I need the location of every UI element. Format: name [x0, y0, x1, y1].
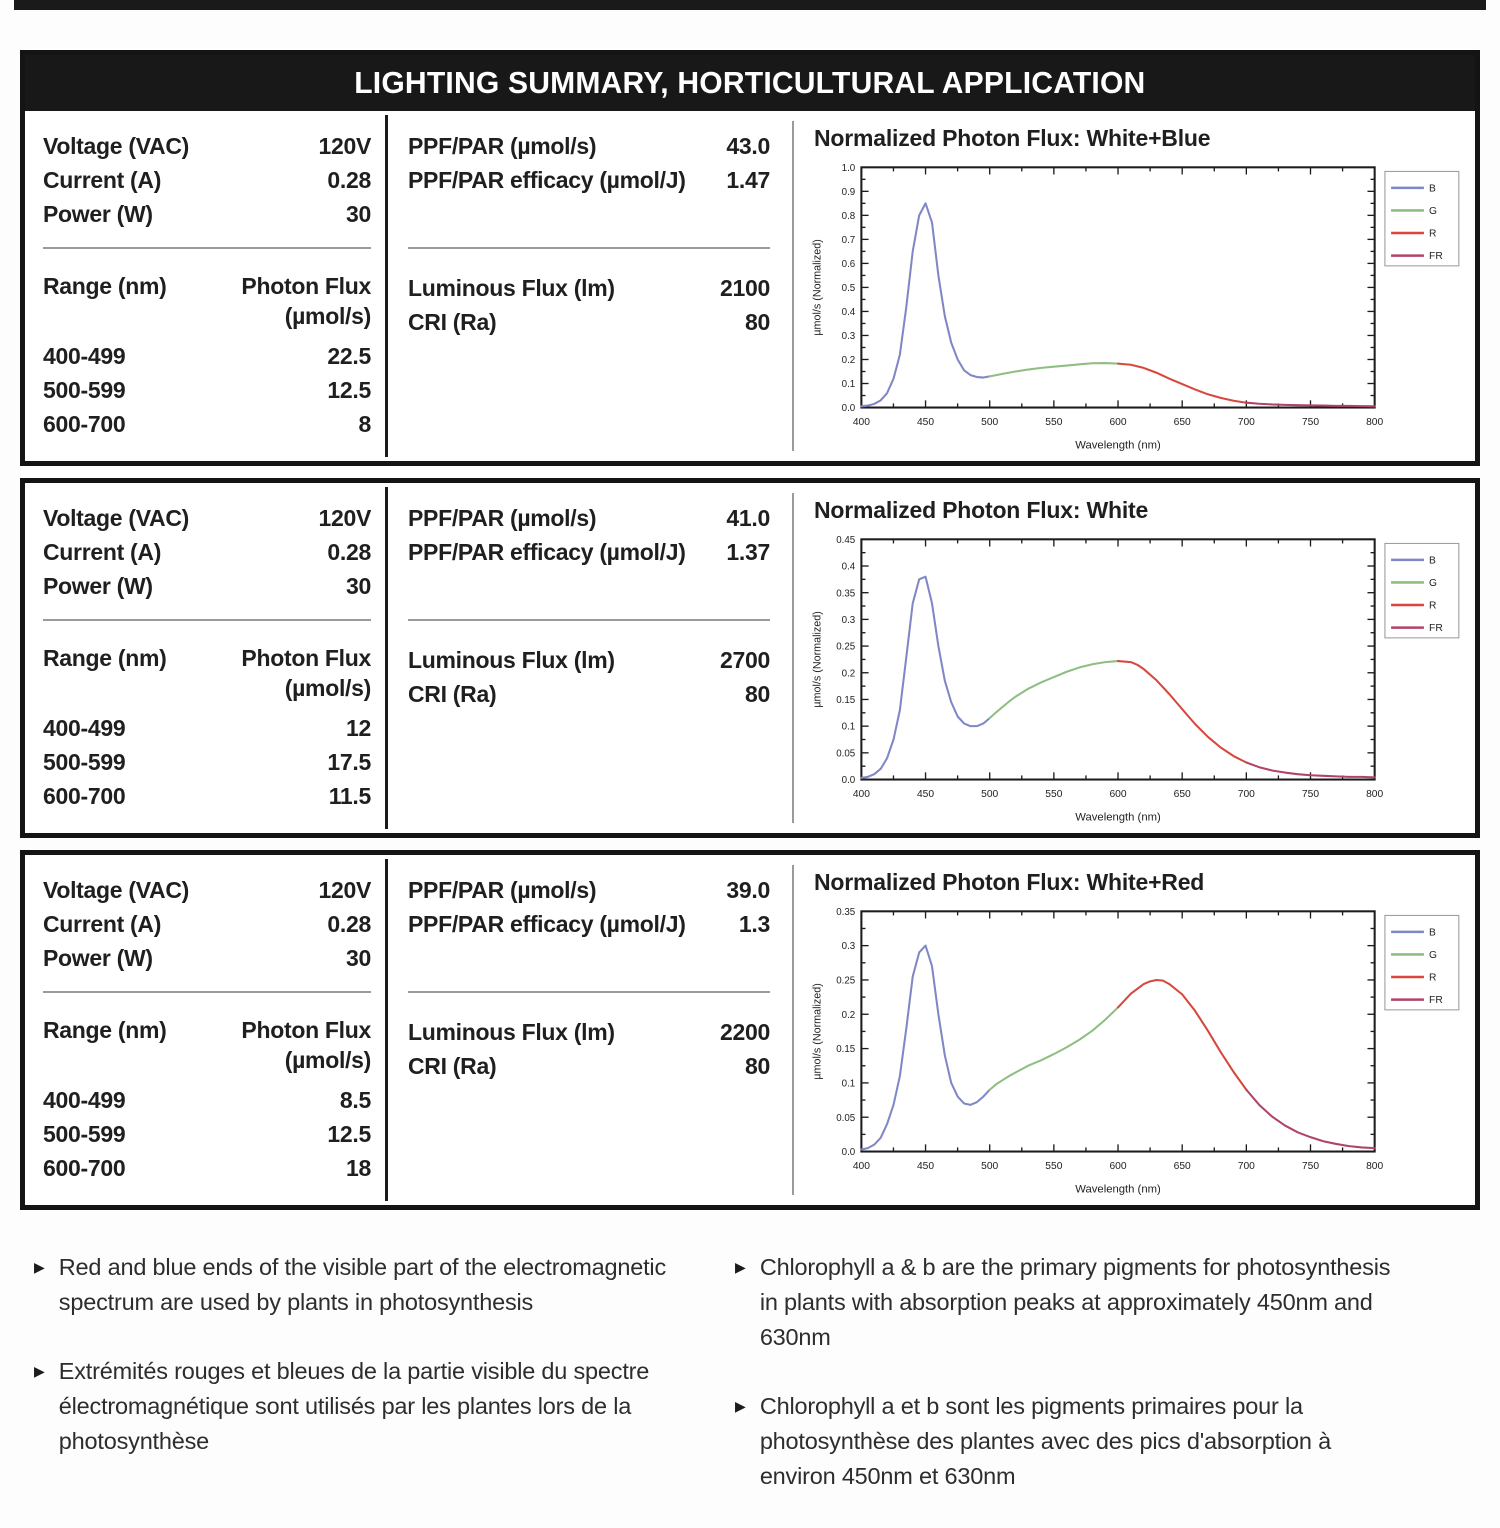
- panel-white-blue: [20, 50, 1480, 466]
- svg-text:650: 650: [1173, 788, 1191, 800]
- table-row: [43, 1117, 371, 1151]
- svg-text:500: 500: [981, 1160, 999, 1172]
- svg-text:R: R: [1429, 228, 1437, 240]
- spec-row: [408, 873, 770, 907]
- divider: [43, 247, 371, 249]
- svg-text:500: 500: [981, 788, 999, 800]
- range-table-header: [43, 271, 371, 331]
- flux-cell: 12.5: [327, 1121, 371, 1147]
- svg-text:650: 650: [1173, 416, 1191, 428]
- svg-text:B: B: [1429, 927, 1436, 939]
- svg-text:0.5: 0.5: [841, 283, 856, 295]
- divider: [408, 619, 770, 621]
- note-text: Extrémités rouges et bleues de la partie visible du spectre électromagnétique sont utilisés par les plantes lors de la photosynthèse: [58, 1358, 650, 1454]
- spec-value: 1.37: [726, 539, 770, 565]
- electrical-column: [25, 483, 385, 833]
- photon-flux-chart-white-red: [808, 899, 1465, 1199]
- page-title: LIGHTING SUMMARY, HORTICULTURAL APPLICATION: [354, 65, 1146, 100]
- spec-label: PPF/PAR (µmol/s): [408, 133, 597, 159]
- spec-row: [408, 907, 770, 941]
- spec-value: 41.0: [726, 505, 770, 531]
- spec-value: 120V: [318, 133, 371, 159]
- table-row: [43, 745, 371, 779]
- svg-text:0.1: 0.1: [841, 379, 856, 391]
- bullet-icon: ▶: [735, 1398, 746, 1414]
- spec-value: 1.47: [726, 167, 770, 193]
- svg-text:R: R: [1429, 600, 1437, 612]
- spec-row: [43, 873, 371, 907]
- table-row: [43, 407, 371, 441]
- svg-text:0.1: 0.1: [841, 721, 856, 733]
- photometric-column: [388, 483, 792, 833]
- divider: [43, 991, 371, 993]
- spec-label: CRI (Ra): [408, 681, 497, 707]
- spec-row: [43, 569, 371, 603]
- svg-text:750: 750: [1301, 1160, 1320, 1172]
- svg-text:650: 650: [1173, 1160, 1191, 1172]
- table-row: [43, 339, 371, 373]
- panel-body: [25, 855, 1475, 1205]
- svg-text:800: 800: [1366, 1160, 1384, 1172]
- svg-text:0.3: 0.3: [841, 941, 856, 953]
- spec-row: [408, 1049, 770, 1083]
- svg-text:0.15: 0.15: [836, 695, 856, 707]
- spec-label: Current (A): [43, 911, 162, 937]
- spec-value: 120V: [318, 505, 371, 531]
- bullet-icon: ▶: [34, 1363, 45, 1379]
- photon-flux-chart-white: [808, 527, 1465, 827]
- svg-text:800: 800: [1366, 788, 1384, 800]
- range-col-header: Range (nm): [43, 1017, 167, 1043]
- photometric-column: [388, 111, 792, 461]
- panel-body: [25, 111, 1475, 461]
- range-col-header: Range (nm): [43, 273, 167, 299]
- svg-text:400: 400: [852, 1160, 870, 1172]
- divider: [408, 991, 770, 993]
- flux-cell: 12: [346, 715, 371, 741]
- svg-text:600: 600: [1109, 416, 1127, 428]
- range-table-header: [43, 1015, 371, 1075]
- svg-text:µmol/s (Normalized): µmol/s (Normalized): [811, 611, 824, 708]
- range-table: [43, 1083, 371, 1185]
- spec-value: 30: [346, 573, 371, 599]
- spec-label: PPF/PAR efficacy (µmol/J): [408, 167, 686, 193]
- spec-row: [43, 129, 371, 163]
- flux-col-title: Photon Flux: [241, 273, 371, 299]
- flux-col-header: [241, 271, 371, 331]
- note-text: Chlorophyll a et b sont les pigments primaires pour la photosynthèse des plantes avec des pics d'absorption à environ 450nm et 630nm: [759, 1393, 1331, 1489]
- flux-col-header: [241, 1015, 371, 1075]
- svg-text:0.6: 0.6: [841, 258, 856, 270]
- chart-column: [794, 111, 1475, 461]
- svg-text:0.35: 0.35: [836, 588, 856, 600]
- photometric-column: [388, 855, 792, 1205]
- svg-text:0.0: 0.0: [841, 1147, 856, 1159]
- svg-text:FR: FR: [1429, 251, 1443, 263]
- svg-text:600: 600: [1109, 788, 1127, 800]
- range-cell: 500-599: [43, 1121, 126, 1147]
- flux-col-unit: (µmol/s): [284, 1047, 371, 1073]
- svg-text:FR: FR: [1429, 623, 1443, 635]
- svg-text:0.45: 0.45: [836, 534, 856, 546]
- spec-value: 2100: [720, 275, 770, 301]
- ppf-section: [408, 483, 770, 619]
- svg-text:550: 550: [1045, 1160, 1063, 1172]
- spec-row: [408, 1015, 770, 1049]
- range-cell: 600-700: [43, 783, 126, 809]
- svg-text:0.8: 0.8: [841, 210, 856, 222]
- footnotes: [20, 1222, 1480, 1528]
- electrical-column: [25, 855, 385, 1205]
- svg-text:800: 800: [1366, 416, 1384, 428]
- svg-text:0.4: 0.4: [841, 561, 856, 573]
- range-cell: 400-499: [43, 343, 126, 369]
- svg-text:700: 700: [1237, 788, 1255, 800]
- chart-title: Normalized Photon Flux: White+Red: [814, 869, 1205, 895]
- svg-text:µmol/s (Normalized): µmol/s (Normalized): [811, 239, 824, 336]
- table-row: [43, 711, 371, 745]
- panel-white-red: [20, 850, 1480, 1210]
- spec-value: 0.28: [327, 911, 371, 937]
- svg-text:Wavelength (nm): Wavelength (nm): [1075, 811, 1161, 824]
- svg-text:750: 750: [1301, 416, 1320, 428]
- range-cell: 400-499: [43, 1087, 126, 1113]
- spec-value: 80: [745, 309, 770, 335]
- svg-text:Wavelength (nm): Wavelength (nm): [1075, 439, 1161, 452]
- ppf-section: [408, 855, 770, 991]
- chart-column: [794, 855, 1475, 1205]
- list-item: [735, 1389, 1494, 1494]
- spec-row: [408, 535, 770, 569]
- spec-value: 80: [745, 681, 770, 707]
- range-table: [43, 711, 371, 813]
- svg-text:1.0: 1.0: [841, 162, 856, 174]
- svg-text:0.15: 0.15: [836, 1044, 856, 1056]
- table-row: [43, 779, 371, 813]
- svg-text:550: 550: [1045, 788, 1063, 800]
- flux-cell: 18: [346, 1155, 371, 1181]
- svg-text:0.2: 0.2: [841, 355, 856, 367]
- spec-label: Luminous Flux (lm): [408, 647, 615, 673]
- spec-label: CRI (Ra): [408, 1053, 497, 1079]
- spec-label: Power (W): [43, 201, 153, 227]
- spec-label: PPF/PAR (µmol/s): [408, 877, 597, 903]
- spec-value: 30: [346, 945, 371, 971]
- svg-text:0.3: 0.3: [841, 614, 856, 626]
- svg-text:µmol/s (Normalized): µmol/s (Normalized): [811, 983, 824, 1080]
- spec-label: Voltage (VAC): [43, 133, 190, 159]
- svg-text:450: 450: [916, 416, 935, 428]
- spec-row: [408, 271, 770, 305]
- chart-column: [794, 483, 1475, 833]
- spec-row: [408, 677, 770, 711]
- spec-value: 120V: [318, 877, 371, 903]
- spec-label: Voltage (VAC): [43, 877, 190, 903]
- spec-value: 1.3: [738, 911, 770, 937]
- flux-cell: 12.5: [327, 377, 371, 403]
- bullet-icon: ▶: [34, 1259, 45, 1275]
- spec-row: [43, 163, 371, 197]
- page-top-rule: [14, 0, 1486, 10]
- title-bar: [25, 55, 1475, 111]
- spec-row: [43, 535, 371, 569]
- flux-col-unit: (µmol/s): [284, 675, 371, 701]
- spec-row: [43, 197, 371, 231]
- spec-row: [408, 305, 770, 339]
- divider: [408, 247, 770, 249]
- flux-cell: 17.5: [327, 749, 371, 775]
- spec-label: PPF/PAR efficacy (µmol/J): [408, 911, 686, 937]
- svg-text:0.4: 0.4: [841, 307, 856, 319]
- svg-text:0.25: 0.25: [836, 975, 856, 987]
- spec-value: 2700: [720, 647, 770, 673]
- range-cell: 600-700: [43, 1155, 126, 1181]
- svg-text:0.9: 0.9: [841, 186, 856, 198]
- flux-col-title: Photon Flux: [241, 645, 371, 671]
- spec-label: CRI (Ra): [408, 309, 497, 335]
- spec-label: Power (W): [43, 573, 153, 599]
- electrical-section: [43, 111, 371, 247]
- svg-text:0.2: 0.2: [841, 1009, 856, 1021]
- svg-text:700: 700: [1237, 1160, 1255, 1172]
- svg-text:400: 400: [852, 788, 870, 800]
- electrical-column: [25, 111, 385, 461]
- panel-body: [25, 483, 1475, 833]
- luminous-section: [408, 271, 770, 339]
- spec-label: Current (A): [43, 539, 162, 565]
- svg-text:600: 600: [1109, 1160, 1127, 1172]
- flux-cell: 8.5: [339, 1087, 371, 1113]
- range-cell: 500-599: [43, 377, 126, 403]
- luminous-section: [408, 643, 770, 711]
- spec-row: [43, 941, 371, 975]
- svg-text:0.2: 0.2: [841, 668, 856, 680]
- svg-text:0.25: 0.25: [836, 641, 856, 653]
- spec-label: Voltage (VAC): [43, 505, 190, 531]
- svg-text:G: G: [1429, 950, 1438, 962]
- flux-cell: 8: [358, 411, 371, 437]
- list-item: [34, 1354, 707, 1459]
- chart-title: Normalized Photon Flux: White+Blue: [814, 125, 1211, 151]
- electrical-section: [43, 483, 371, 619]
- svg-text:0.35: 0.35: [836, 906, 856, 918]
- electrical-section: [43, 855, 371, 991]
- note-text: Red and blue ends of the visible part of the electromagnetic spectrum are used by plants in photosynthesis: [58, 1254, 666, 1315]
- svg-text:G: G: [1429, 578, 1438, 590]
- svg-text:550: 550: [1045, 416, 1063, 428]
- panel-white: [20, 478, 1480, 838]
- spec-label: Luminous Flux (lm): [408, 275, 615, 301]
- svg-text:B: B: [1429, 555, 1436, 567]
- svg-text:0.0: 0.0: [841, 775, 856, 787]
- svg-text:0.1: 0.1: [841, 1078, 856, 1090]
- svg-text:R: R: [1429, 972, 1437, 984]
- spec-label: PPF/PAR efficacy (µmol/J): [408, 539, 686, 565]
- svg-text:700: 700: [1237, 416, 1255, 428]
- svg-text:0.05: 0.05: [836, 748, 856, 760]
- spec-value: 30: [346, 201, 371, 227]
- photon-flux-chart-white-blue: [808, 155, 1465, 455]
- luminous-section: [408, 1015, 770, 1083]
- divider: [43, 619, 371, 621]
- flux-col-unit: (µmol/s): [284, 303, 371, 329]
- svg-text:450: 450: [916, 1160, 935, 1172]
- spec-row: [43, 501, 371, 535]
- svg-text:750: 750: [1301, 788, 1320, 800]
- range-cell: 600-700: [43, 411, 126, 437]
- range-col-header: Range (nm): [43, 645, 167, 671]
- svg-text:0.7: 0.7: [841, 234, 856, 246]
- chart-title: Normalized Photon Flux: White: [814, 497, 1149, 523]
- range-cell: 400-499: [43, 715, 126, 741]
- flux-cell: 22.5: [327, 343, 371, 369]
- flux-col-title: Photon Flux: [241, 1017, 371, 1043]
- spec-row: [408, 643, 770, 677]
- svg-text:G: G: [1429, 206, 1438, 218]
- spec-row: [408, 163, 770, 197]
- svg-text:500: 500: [981, 416, 999, 428]
- spec-label: Current (A): [43, 167, 162, 193]
- range-table-header: [43, 643, 371, 703]
- flux-cell: 11.5: [328, 783, 371, 809]
- range-cell: 500-599: [43, 749, 126, 775]
- bullet-icon: ▶: [735, 1259, 746, 1275]
- spec-value: 80: [745, 1053, 770, 1079]
- spec-value: 2200: [720, 1019, 770, 1045]
- spec-label: Power (W): [43, 945, 153, 971]
- flux-col-header: [241, 643, 371, 703]
- list-item: [34, 1250, 707, 1320]
- note-text: Chlorophyll a & b are the primary pigments for photosynthesis in plants with absorption peaks at approximately 450nm and 630nm: [759, 1254, 1391, 1350]
- table-row: [43, 373, 371, 407]
- spec-row: [408, 129, 770, 163]
- spec-row: [408, 501, 770, 535]
- spec-value: 0.28: [327, 539, 371, 565]
- spec-label: PPF/PAR (µmol/s): [408, 505, 597, 531]
- svg-text:450: 450: [916, 788, 935, 800]
- ppf-section: [408, 111, 770, 247]
- table-row: [43, 1151, 371, 1185]
- spec-value: 39.0: [726, 877, 770, 903]
- svg-text:Wavelength (nm): Wavelength (nm): [1075, 1183, 1161, 1196]
- spec-label: Luminous Flux (lm): [408, 1019, 615, 1045]
- spec-value: 43.0: [726, 133, 770, 159]
- svg-text:0.3: 0.3: [841, 331, 856, 343]
- svg-text:0.0: 0.0: [841, 403, 856, 415]
- spec-row: [43, 907, 371, 941]
- svg-text:B: B: [1429, 183, 1436, 195]
- footnotes-right-column: [735, 1250, 1494, 1528]
- spec-value: 0.28: [327, 167, 371, 193]
- list-item: [735, 1250, 1494, 1355]
- footnotes-left-column: [34, 1250, 707, 1528]
- svg-text:FR: FR: [1429, 995, 1443, 1007]
- svg-text:0.05: 0.05: [836, 1112, 856, 1124]
- range-table: [43, 339, 371, 441]
- table-row: [43, 1083, 371, 1117]
- svg-text:400: 400: [852, 416, 870, 428]
